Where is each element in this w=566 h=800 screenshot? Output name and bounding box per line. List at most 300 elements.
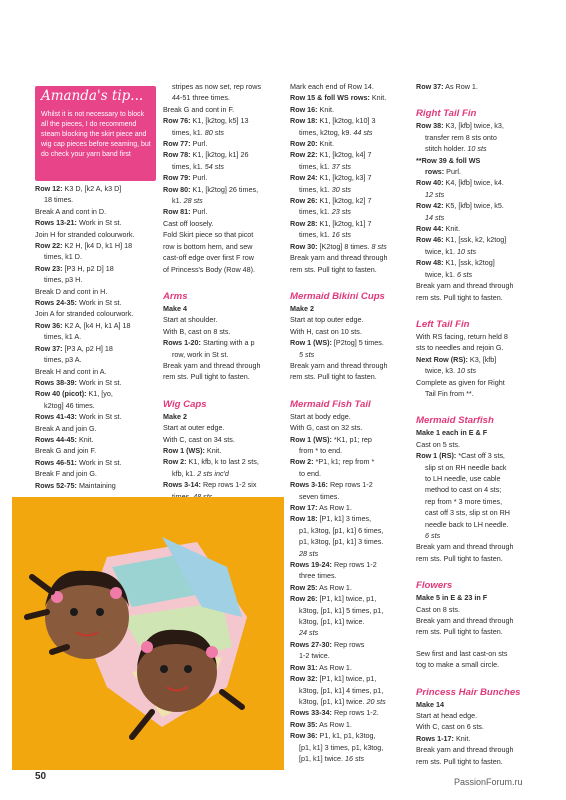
row-text: p1, k3tog, [p1, k1] 3 times. bbox=[299, 537, 384, 547]
row-text: Purl. bbox=[190, 139, 208, 149]
instruction-line bbox=[163, 184, 285, 195]
row-text: k3tog, [p1, k1] 5 times, p1, bbox=[299, 605, 384, 615]
row-text: Start at top outer edge. bbox=[290, 315, 364, 325]
row-text: Break G and cont in F. bbox=[163, 104, 235, 114]
instruction-line bbox=[416, 143, 538, 154]
instruction-line bbox=[290, 218, 411, 229]
instruction-line bbox=[290, 639, 411, 650]
row-text: method to cast on 4 sts; bbox=[425, 485, 502, 495]
instruction-line bbox=[35, 229, 161, 240]
stitch-count: 8 sts bbox=[371, 241, 387, 251]
instruction-line bbox=[290, 582, 411, 593]
row-text: from * to end. bbox=[299, 445, 343, 455]
row-text: k1. bbox=[172, 196, 184, 206]
instruction-line bbox=[35, 183, 161, 194]
row-label: Row 36: bbox=[35, 320, 63, 330]
instruction-line bbox=[416, 388, 538, 399]
row-label: Row 1 (RS): bbox=[416, 451, 457, 461]
row-text: Start at head edge. bbox=[416, 711, 478, 721]
row-label: Row 40: bbox=[416, 178, 444, 188]
row-label: Row 36: bbox=[290, 731, 318, 741]
row-label: Next Row (RS): bbox=[416, 354, 468, 364]
stitch-count: 2 sts inc'd bbox=[197, 468, 229, 478]
row-label: Rows 24-35: bbox=[35, 298, 77, 308]
instruction-line bbox=[290, 559, 411, 570]
row-label: Row 16: bbox=[290, 104, 318, 114]
row-text: twice, k1. bbox=[425, 269, 457, 279]
row-label: Row 44: bbox=[416, 224, 444, 234]
row-text: K4, [kfb] twice, k4. bbox=[443, 178, 504, 188]
row-text: needle back to LH needle. bbox=[425, 519, 509, 529]
row-label: Row 35: bbox=[290, 719, 318, 729]
row-label: Row 40 (picot): bbox=[35, 389, 87, 399]
section-heading: Left Tail Fin bbox=[416, 318, 470, 330]
column-3 bbox=[290, 81, 411, 764]
row-text: Break yarn and thread through bbox=[163, 360, 261, 370]
instruction-line bbox=[416, 234, 538, 245]
page-number: 50 bbox=[35, 771, 47, 782]
dolls-illustration bbox=[12, 497, 284, 770]
instruction-line bbox=[35, 263, 161, 274]
row-text: k2tog] 46 times. bbox=[44, 400, 95, 410]
row-text: Start at body edge. bbox=[290, 411, 351, 421]
instruction-line bbox=[163, 349, 285, 360]
row-text: K5, [kfb] twice, k5. bbox=[443, 201, 504, 211]
instruction-line bbox=[416, 530, 538, 541]
stitch-count: 10 sts bbox=[467, 144, 487, 154]
instruction-line bbox=[416, 553, 538, 564]
row-text: Rep rows bbox=[331, 639, 365, 649]
row-text: [K2tog] 8 times. bbox=[317, 241, 372, 251]
row-label: Row 2: bbox=[290, 457, 314, 467]
instruction-line bbox=[416, 342, 538, 353]
row-text: [P3 H, p2 D] 18 bbox=[62, 263, 114, 273]
row-text: As Row 1. bbox=[317, 503, 352, 512]
instruction-line bbox=[35, 308, 161, 319]
row-label: Row 37: bbox=[416, 82, 444, 91]
instruction-line bbox=[35, 468, 161, 479]
instruction-line bbox=[290, 434, 411, 445]
instruction-line bbox=[163, 104, 285, 115]
instruction-line bbox=[416, 212, 538, 223]
instruction-line bbox=[290, 149, 411, 160]
watermark-text: PassionForum.ru bbox=[454, 777, 523, 787]
row-label: Row 1 (WS): bbox=[163, 445, 205, 455]
row-text: Start at shoulder. bbox=[163, 315, 218, 325]
row-label: Row 77: bbox=[163, 139, 191, 149]
stitch-count: 6 sts bbox=[456, 269, 473, 279]
stitch-count: 23 sts bbox=[331, 207, 351, 217]
row-label: **Row 39 & foll WS bbox=[416, 155, 481, 165]
instruction-line bbox=[290, 616, 411, 627]
row-text: kfb, k1. bbox=[172, 468, 198, 478]
row-text: Work in St st. bbox=[76, 377, 122, 387]
row-text: Break F and join G. bbox=[35, 469, 97, 479]
instruction-line bbox=[290, 314, 411, 325]
row-text: rem sts. Pull tight to fasten. bbox=[416, 553, 503, 563]
row-label: Row 38: bbox=[416, 121, 444, 131]
instruction-line bbox=[416, 604, 538, 615]
instruction-line bbox=[290, 206, 411, 217]
column-2 bbox=[163, 81, 285, 502]
instruction-line bbox=[163, 303, 285, 314]
instruction-line bbox=[163, 445, 285, 456]
instruction-line bbox=[35, 217, 161, 228]
row-text: Rep rows 1-2 bbox=[327, 480, 373, 490]
instruction-line bbox=[416, 496, 538, 507]
row-text: k3tog, [p1, k1] twice. bbox=[299, 617, 365, 627]
row-label: Row 46: bbox=[416, 235, 444, 245]
instruction-line bbox=[163, 206, 285, 217]
stitch-count: 20 sts bbox=[366, 696, 386, 706]
instruction-line bbox=[163, 371, 285, 382]
instruction-line bbox=[35, 286, 161, 297]
instruction-line bbox=[416, 331, 538, 342]
instruction-line bbox=[290, 422, 411, 433]
row-text: Knit. bbox=[76, 434, 94, 444]
instruction-line bbox=[416, 189, 538, 200]
row-text: [p1, k1] twice. bbox=[299, 753, 345, 763]
instruction-line bbox=[290, 411, 411, 422]
row-text: Knit. bbox=[369, 93, 387, 103]
instruction-line bbox=[163, 411, 285, 422]
instruction-line bbox=[163, 468, 285, 479]
instruction-line bbox=[35, 274, 161, 285]
row-label: Row 1 (WS): bbox=[290, 338, 332, 348]
instruction-line bbox=[416, 699, 538, 710]
row-label: Row 31: bbox=[290, 662, 318, 672]
row-label: Rows 33-34: bbox=[290, 708, 332, 718]
instruction-line bbox=[290, 707, 411, 718]
row-label: Row 12: bbox=[35, 184, 63, 193]
row-text: Break A and cont in D. bbox=[35, 206, 107, 216]
section-heading: Flowers bbox=[416, 580, 453, 592]
instruction-line bbox=[290, 742, 411, 753]
row-text: [P3 A, p2 H] 18 bbox=[62, 343, 113, 353]
instruction-line bbox=[290, 252, 411, 263]
row-label: Rows 41-43: bbox=[35, 412, 77, 422]
stitch-count: 16 sts bbox=[344, 753, 365, 763]
instruction-line bbox=[35, 423, 161, 434]
row-text: With B, cast on 8 sts. bbox=[163, 326, 231, 336]
row-label: Row 15 & foll WS rows: bbox=[290, 93, 370, 103]
instruction-line bbox=[416, 450, 538, 461]
instruction-line bbox=[290, 303, 411, 314]
row-label: Rows 46-51: bbox=[35, 457, 77, 467]
instruction-line bbox=[416, 365, 538, 376]
instruction-line bbox=[163, 218, 285, 229]
instruction-line bbox=[163, 229, 285, 240]
instruction-line bbox=[163, 127, 285, 138]
instruction-line bbox=[290, 184, 411, 195]
row-text: times, k1. bbox=[299, 230, 332, 240]
row-label: Rows 52-75: bbox=[35, 480, 77, 490]
row-text: Sew first and last cast-on sts bbox=[416, 648, 508, 658]
row-text: Break yarn and thread through bbox=[416, 616, 514, 626]
row-label: Make 4 bbox=[163, 303, 187, 313]
row-text: Start at outer edge. bbox=[163, 423, 225, 433]
instruction-line bbox=[163, 422, 285, 433]
row-text: Break A and join G. bbox=[35, 423, 97, 433]
instruction-line bbox=[416, 507, 538, 518]
row-text: tog to make a small circle. bbox=[416, 660, 500, 670]
row-label: Row 30: bbox=[290, 241, 318, 251]
instruction-line bbox=[163, 161, 285, 172]
row-label: Row 76: bbox=[163, 116, 191, 126]
instruction-line bbox=[416, 177, 538, 188]
instruction-line bbox=[416, 721, 538, 732]
row-text: rem sts. Pull tight to fasten. bbox=[416, 756, 503, 766]
row-label: Row 22: bbox=[35, 241, 63, 251]
row-text: Rep rows 1-2 bbox=[331, 560, 377, 570]
instruction-line bbox=[290, 92, 411, 103]
row-text: *Cast off 3 sts, bbox=[456, 451, 505, 461]
row-text: With C, cast on 34 sts. bbox=[163, 434, 235, 444]
row-text: K3, [kfb] bbox=[467, 354, 497, 364]
instruction-line bbox=[163, 326, 285, 337]
instruction-line bbox=[163, 337, 285, 348]
row-text: times, k1 A. bbox=[44, 332, 82, 342]
row-text: Break H and cont in A. bbox=[35, 366, 107, 376]
row-text: Maintaining bbox=[76, 480, 116, 490]
row-text: Fold Skirt piece so that picot bbox=[163, 230, 254, 240]
stitch-count: 6 sts bbox=[425, 531, 441, 540]
row-text: to LH needle, use cable bbox=[425, 473, 501, 483]
row-text: Purl. bbox=[190, 173, 208, 183]
row-text: Break yarn and thread through bbox=[290, 253, 388, 263]
instruction-line bbox=[290, 730, 411, 741]
row-text: sts to needles and rejoin G. bbox=[416, 343, 504, 353]
row-text: Work in St st. bbox=[76, 412, 122, 422]
row-label: Rows 27-30: bbox=[290, 639, 332, 649]
instruction-line bbox=[290, 264, 411, 275]
row-label: Row 37: bbox=[35, 343, 63, 353]
instruction-line bbox=[290, 115, 411, 126]
row-text: With G, cast on 32 sts. bbox=[290, 423, 363, 433]
row-text: times, k1. bbox=[299, 207, 332, 217]
row-label: Row 80: bbox=[163, 184, 191, 194]
instruction-line bbox=[416, 120, 538, 131]
instruction-line bbox=[416, 462, 538, 473]
instruction-line bbox=[35, 366, 161, 377]
row-text: row is bottom hem, and sew bbox=[163, 241, 253, 251]
row-text: Work in St st. bbox=[76, 218, 122, 228]
instruction-line bbox=[290, 161, 411, 172]
row-text: Break yarn and thread through bbox=[416, 542, 514, 552]
instruction-line bbox=[35, 240, 161, 251]
row-label: Rows 3-14: bbox=[163, 480, 201, 490]
row-text: of Princess's Body (Row 48). bbox=[163, 264, 256, 274]
instruction-line bbox=[35, 354, 161, 365]
row-text: stitch holder. bbox=[425, 144, 468, 154]
row-text: rem sts. Pull tight to fasten. bbox=[290, 372, 377, 382]
stitch-count: 5 sts bbox=[299, 349, 315, 359]
stitch-count: 10 sts bbox=[456, 366, 477, 376]
row-text: times, k1. bbox=[299, 161, 332, 171]
instruction-line bbox=[290, 138, 411, 149]
row-text: times, k1. bbox=[172, 127, 205, 137]
spacer bbox=[163, 275, 285, 285]
row-text: Join A for stranded colourwork. bbox=[35, 309, 134, 319]
instruction-line bbox=[290, 456, 411, 467]
row-label: Row 18: bbox=[290, 514, 318, 524]
instruction-line bbox=[290, 81, 411, 92]
row-text: Join H for stranded colourwork. bbox=[35, 229, 135, 239]
instruction-line bbox=[35, 400, 161, 411]
row-text: to end. bbox=[299, 468, 321, 478]
section-heading: Arms bbox=[163, 290, 188, 302]
row-text: rem sts. Pull tight to fasten. bbox=[163, 372, 250, 382]
row-label: Make 5 in E & 23 in F bbox=[416, 593, 488, 603]
row-label: Rows 19-24: bbox=[290, 560, 332, 570]
instruction-line bbox=[290, 685, 411, 696]
row-label: Rows 44-45: bbox=[35, 434, 77, 444]
row-text: [P1, k1] twice, p1, bbox=[317, 674, 377, 684]
row-text: slip st on RH needle back bbox=[425, 462, 507, 472]
row-text: Break yarn and thread through bbox=[416, 281, 514, 291]
row-label: Row 79: bbox=[163, 173, 191, 183]
row-text: K2 H, [k4 D, k1 H] 18 bbox=[62, 241, 133, 251]
row-text: [P1, k1] 3 times, bbox=[317, 514, 372, 524]
instruction-line bbox=[163, 92, 285, 103]
row-text: K1, [k2tog, k5] 13 bbox=[190, 116, 249, 126]
spacer bbox=[416, 303, 538, 313]
instruction-line bbox=[416, 292, 538, 303]
instruction-line bbox=[416, 257, 538, 268]
stitch-count: 14 sts bbox=[425, 212, 445, 222]
row-text: [P1, k1] twice, p1, bbox=[317, 594, 377, 604]
row-label: rows: bbox=[425, 167, 445, 177]
instruction-line bbox=[35, 457, 161, 468]
row-label: Row 78: bbox=[163, 150, 191, 160]
row-text: With RS facing, return held 8 bbox=[416, 331, 508, 341]
instruction-line bbox=[416, 473, 538, 484]
row-text: K3, [kfb] twice, k3, bbox=[443, 121, 504, 131]
instruction-line bbox=[290, 491, 411, 502]
instruction-line bbox=[35, 445, 161, 456]
stitch-count: 44 sts bbox=[353, 127, 373, 137]
spacer bbox=[163, 383, 285, 393]
section-heading: Wig Caps bbox=[163, 398, 207, 410]
row-label: Row 28: bbox=[290, 218, 318, 228]
instruction-line bbox=[163, 456, 285, 467]
row-text: cast off 3 sts, slip st on RH bbox=[425, 508, 510, 518]
row-text: K1, [k2tog, k3] 7 bbox=[317, 173, 372, 183]
instruction-line bbox=[290, 241, 411, 252]
stitch-count: 16 sts bbox=[331, 230, 351, 240]
row-text: three times. bbox=[299, 571, 337, 581]
row-text: As Row 1. bbox=[317, 582, 352, 592]
row-label: Row 17: bbox=[290, 503, 318, 512]
spacer bbox=[416, 638, 538, 648]
instruction-line bbox=[416, 615, 538, 626]
row-label: Row 25: bbox=[290, 582, 318, 592]
instruction-line bbox=[290, 719, 411, 730]
spacer bbox=[290, 275, 411, 285]
row-text: Break yarn and thread through bbox=[290, 360, 388, 370]
instruction-line bbox=[163, 264, 285, 275]
row-text: Cast on 5 sts. bbox=[416, 439, 460, 449]
instruction-line bbox=[416, 659, 538, 670]
row-text: Work in St st. bbox=[76, 457, 122, 467]
instruction-line bbox=[290, 172, 411, 183]
row-text: times, k1 D. bbox=[44, 252, 82, 262]
row-label: Row 24: bbox=[290, 173, 318, 183]
instruction-line bbox=[163, 314, 285, 325]
row-text: *P1, k1; rep from * bbox=[313, 457, 375, 467]
row-text: Rep rows 1-2. bbox=[331, 708, 379, 718]
row-text: Rep rows 1-2 six bbox=[200, 480, 257, 490]
instruction-line bbox=[416, 427, 538, 438]
row-label: Row 26: bbox=[290, 594, 318, 604]
row-text: Cast off loosely. bbox=[163, 218, 214, 228]
instruction-line bbox=[163, 252, 285, 263]
instruction-line bbox=[163, 149, 285, 160]
instruction-line bbox=[416, 354, 538, 365]
row-text: K2 A, [k4 H, k1 A] 18 bbox=[62, 320, 131, 330]
row-label: Make 14 bbox=[416, 699, 444, 709]
row-text: Starting with a p bbox=[200, 338, 255, 348]
row-text: K1, [yo, bbox=[86, 389, 113, 399]
section-heading: Mermaid Fish Tail bbox=[290, 398, 371, 410]
row-label: Rows 38-39: bbox=[35, 377, 77, 387]
row-text: As Row 1. bbox=[443, 82, 478, 91]
spacer bbox=[416, 399, 538, 409]
instruction-line bbox=[163, 195, 285, 206]
row-label: Row 32: bbox=[290, 674, 318, 684]
row-label: Row 48: bbox=[416, 258, 444, 268]
spacer bbox=[416, 92, 538, 102]
stitch-count: 28 sts bbox=[299, 548, 319, 558]
instruction-line bbox=[290, 371, 411, 382]
row-text: Break D and cont in H. bbox=[35, 286, 108, 296]
row-text: K1, [ssk, k2tog] bbox=[443, 258, 495, 268]
instruction-line bbox=[290, 627, 411, 638]
spacer bbox=[416, 564, 538, 574]
tip-title: Amanda's tip... bbox=[41, 88, 144, 104]
row-text: Mark each end of Row 14. bbox=[290, 82, 374, 91]
instruction-line bbox=[290, 605, 411, 616]
row-text: times, k2tog, k9. bbox=[299, 127, 354, 137]
row-text: rem sts. Pull tight to fasten. bbox=[290, 264, 377, 274]
instruction-line bbox=[290, 479, 411, 490]
instruction-line bbox=[35, 251, 161, 262]
instruction-line bbox=[416, 710, 538, 721]
instruction-line bbox=[163, 172, 285, 183]
stitch-count: 24 sts bbox=[299, 628, 319, 638]
instruction-line bbox=[416, 200, 538, 211]
row-text: times, p3 H. bbox=[44, 275, 83, 285]
instruction-line bbox=[290, 650, 411, 661]
row-text: [P2tog] 5 times. bbox=[331, 338, 384, 348]
section-heading: Princess Hair Bunches bbox=[416, 686, 521, 698]
row-text: row, work in St st. bbox=[172, 349, 229, 359]
row-text: Complete as given for Right bbox=[416, 377, 505, 387]
instruction-line bbox=[290, 753, 411, 764]
row-text: K1, [k2tog] 26 times, bbox=[190, 184, 259, 194]
instruction-line bbox=[163, 479, 285, 490]
column-4 bbox=[416, 81, 538, 767]
row-text: Knit. bbox=[453, 733, 471, 743]
instruction-line bbox=[290, 696, 411, 707]
row-text: 1-2 twice. bbox=[299, 651, 330, 661]
instruction-line bbox=[163, 115, 285, 126]
instruction-line bbox=[416, 626, 538, 637]
row-label: Row 1 (WS): bbox=[290, 434, 332, 444]
row-text: Tail Fin from **. bbox=[425, 388, 474, 398]
section-heading: Mermaid Starfish bbox=[416, 415, 494, 427]
instruction-line bbox=[290, 502, 411, 513]
